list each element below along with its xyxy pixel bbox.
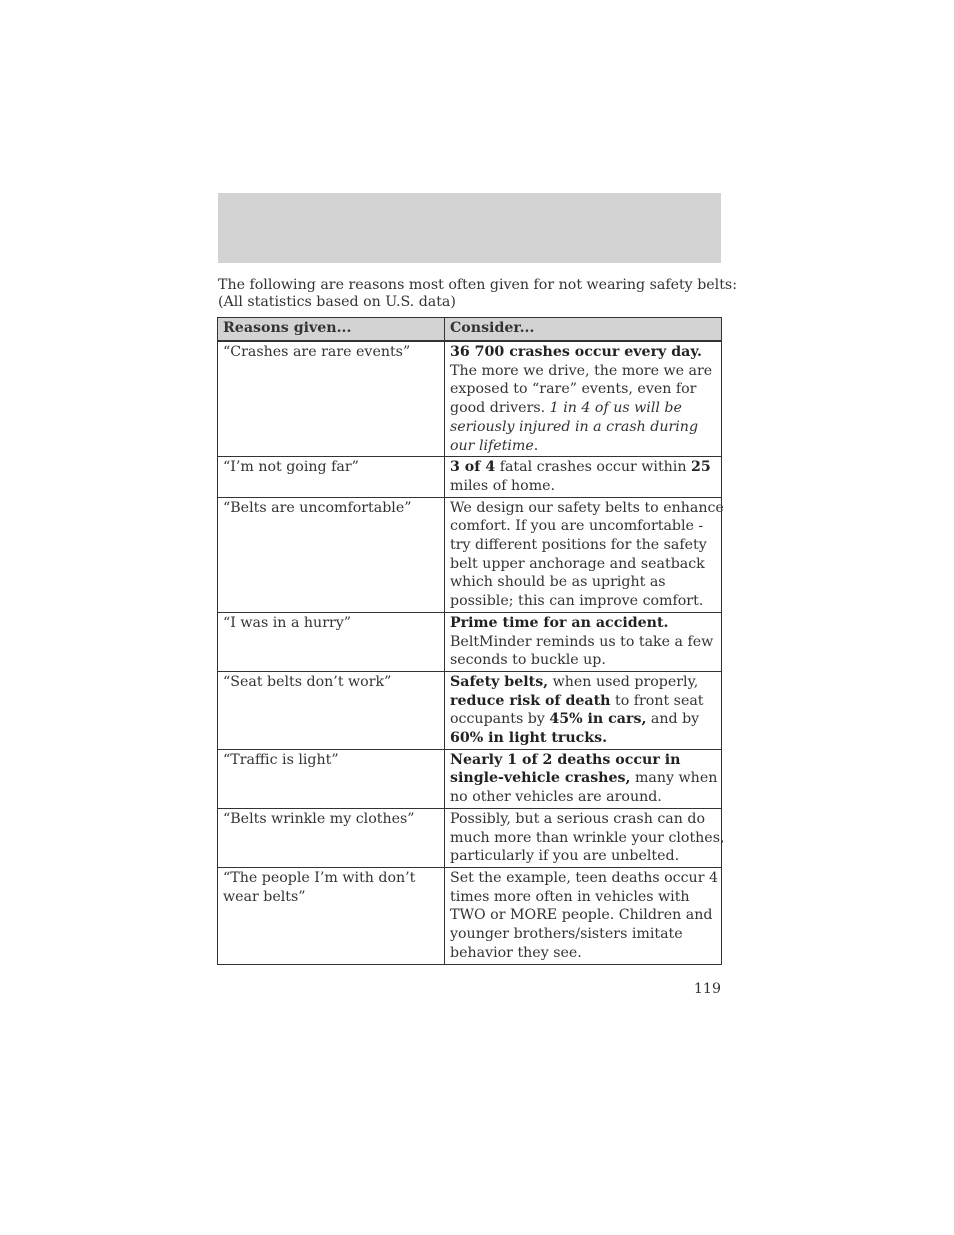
- reason-cell: “Seat belts don’t work”: [218, 671, 445, 749]
- consider-line: [450, 751, 717, 770]
- table-row: [218, 808, 722, 867]
- consider-line: [450, 614, 717, 633]
- consider-line: [450, 810, 717, 829]
- table-row: [218, 457, 722, 497]
- consider-line: [450, 517, 717, 536]
- intro-line-2: (All statistics based on U.S. data): [218, 294, 456, 310]
- body-text: which should be as upright as: [450, 574, 666, 591]
- consider-line: [450, 343, 717, 362]
- consider-line: [450, 788, 717, 807]
- consider-line: [450, 673, 717, 692]
- body-text: to front seat: [610, 692, 704, 709]
- intro-line-1: The following are reasons most often given for not wearing safety belts:: [218, 277, 737, 293]
- body-text: fatal crashes occur within: [495, 459, 691, 476]
- table-header-row: [218, 318, 722, 342]
- consider-cell: [445, 612, 722, 671]
- body-text: belt upper anchorage and seatback: [450, 555, 705, 572]
- header-consider: Consider...: [445, 318, 722, 342]
- italic-text: 1 in 4 of us will be: [549, 400, 682, 417]
- bold-text: Prime time for an accident.: [450, 614, 669, 631]
- reason-cell: “Traffic is light”: [218, 749, 445, 808]
- body-text: possible; this can improve comfort.: [450, 593, 704, 610]
- consider-cell: [445, 749, 722, 808]
- bold-text: 25: [691, 459, 711, 476]
- consider-line: [450, 458, 717, 477]
- header-reasons-given: Reasons given...: [218, 318, 445, 342]
- consider-line: [450, 437, 717, 456]
- italic-text: our lifetime: [450, 437, 534, 454]
- body-text: BeltMinder reminds us to take a few: [450, 633, 714, 650]
- consider-cell: [445, 808, 725, 867]
- reason-cell: “Belts wrinkle my clothes”: [218, 808, 445, 867]
- body-text: The more we drive, the more we are: [450, 362, 713, 379]
- consider-line: [450, 729, 717, 748]
- consider-line: [450, 362, 717, 381]
- consider-line: [450, 651, 717, 670]
- body-text: occupants by: [450, 711, 550, 728]
- bold-text: 3 of 4: [450, 459, 496, 476]
- consider-cell: [445, 341, 722, 457]
- consider-line: [450, 399, 717, 418]
- consider-line: [450, 869, 717, 888]
- safety-belt-reasons-table: [217, 317, 725, 965]
- consider-line: [450, 769, 717, 788]
- consider-line: [450, 477, 717, 496]
- table-row: [218, 867, 722, 964]
- table-row: [218, 671, 722, 749]
- bold-text: reduce risk of death: [450, 692, 611, 709]
- consider-line: [450, 710, 717, 729]
- consider-line: [450, 906, 717, 925]
- consider-line: [450, 847, 717, 866]
- consider-cell: [445, 457, 722, 497]
- consider-line: [450, 499, 724, 518]
- consider-line: [450, 555, 717, 574]
- body-text: no other vehicles are around.: [450, 789, 662, 806]
- bold-text: Safety belts,: [450, 673, 549, 690]
- consider-cell: [445, 671, 722, 749]
- body-text: particularly if you are unbelted.: [450, 848, 680, 865]
- body-text: behavior they see.: [450, 944, 582, 961]
- bold-text: single-vehicle crashes,: [450, 770, 631, 787]
- table-row: [218, 341, 722, 457]
- bold-text: 36 700 crashes occur every day.: [450, 344, 702, 360]
- reason-cell: “The people I’m with don’t wear belts”: [218, 867, 445, 964]
- consider-line: [450, 633, 717, 652]
- reason-cell: “Belts are uncomfortable”: [218, 497, 445, 612]
- consider-line: [450, 592, 717, 611]
- body-text: .: [533, 437, 539, 454]
- body-text: seconds to buckle up.: [450, 652, 606, 669]
- page-number: 119: [693, 981, 721, 997]
- bold-text: 45% in cars,: [549, 711, 647, 728]
- intro-text: [218, 277, 738, 311]
- reason-cell: “I was in a hurry”: [218, 612, 445, 671]
- consider-cell: [445, 497, 722, 612]
- body-text: exposed to “rare” events, even for: [450, 381, 697, 398]
- bold-text: 60% in light trucks.: [450, 730, 608, 747]
- consider-line: [450, 944, 717, 963]
- body-text: TWO or MORE people. Children and: [450, 907, 713, 924]
- body-text: We design our safety belts to enhance: [450, 499, 724, 516]
- consider-line: [450, 536, 717, 555]
- body-text: many when: [630, 770, 718, 787]
- consider-cell: [445, 867, 722, 964]
- table-row: [218, 612, 722, 671]
- body-text: good drivers.: [450, 400, 550, 417]
- table-row: [218, 497, 722, 612]
- body-text: times more often in vehicles with: [450, 888, 690, 905]
- body-text: when used properly,: [548, 673, 699, 690]
- body-text: younger brothers/sisters imitate: [450, 926, 683, 943]
- body-text: and by: [646, 711, 700, 728]
- italic-text: seriously injured in a crash during: [450, 418, 699, 435]
- body-text: try different positions for the safety: [450, 537, 707, 554]
- consider-line: [450, 418, 717, 437]
- consider-line: [450, 888, 717, 907]
- body-text: Set the example, teen deaths occur 4: [450, 869, 719, 886]
- reason-cell: “Crashes are rare events”: [218, 341, 445, 457]
- reason-cell: “I’m not going far”: [218, 457, 445, 497]
- body-text: comfort. If you are uncomfortable -: [450, 518, 704, 535]
- bold-text: Nearly 1 of 2 deaths occur in: [450, 751, 681, 768]
- section-header-band: [218, 193, 721, 263]
- body-text: Possibly, but a serious crash can do: [450, 810, 706, 827]
- consider-line: [450, 925, 717, 944]
- body-text: much more than wrinkle your clothes,: [450, 829, 725, 846]
- consider-line: [450, 692, 717, 711]
- body-text: miles of home.: [450, 477, 556, 494]
- table-row: [218, 749, 722, 808]
- consider-line: [450, 573, 717, 592]
- consider-line: [450, 829, 725, 848]
- consider-line: [450, 380, 717, 399]
